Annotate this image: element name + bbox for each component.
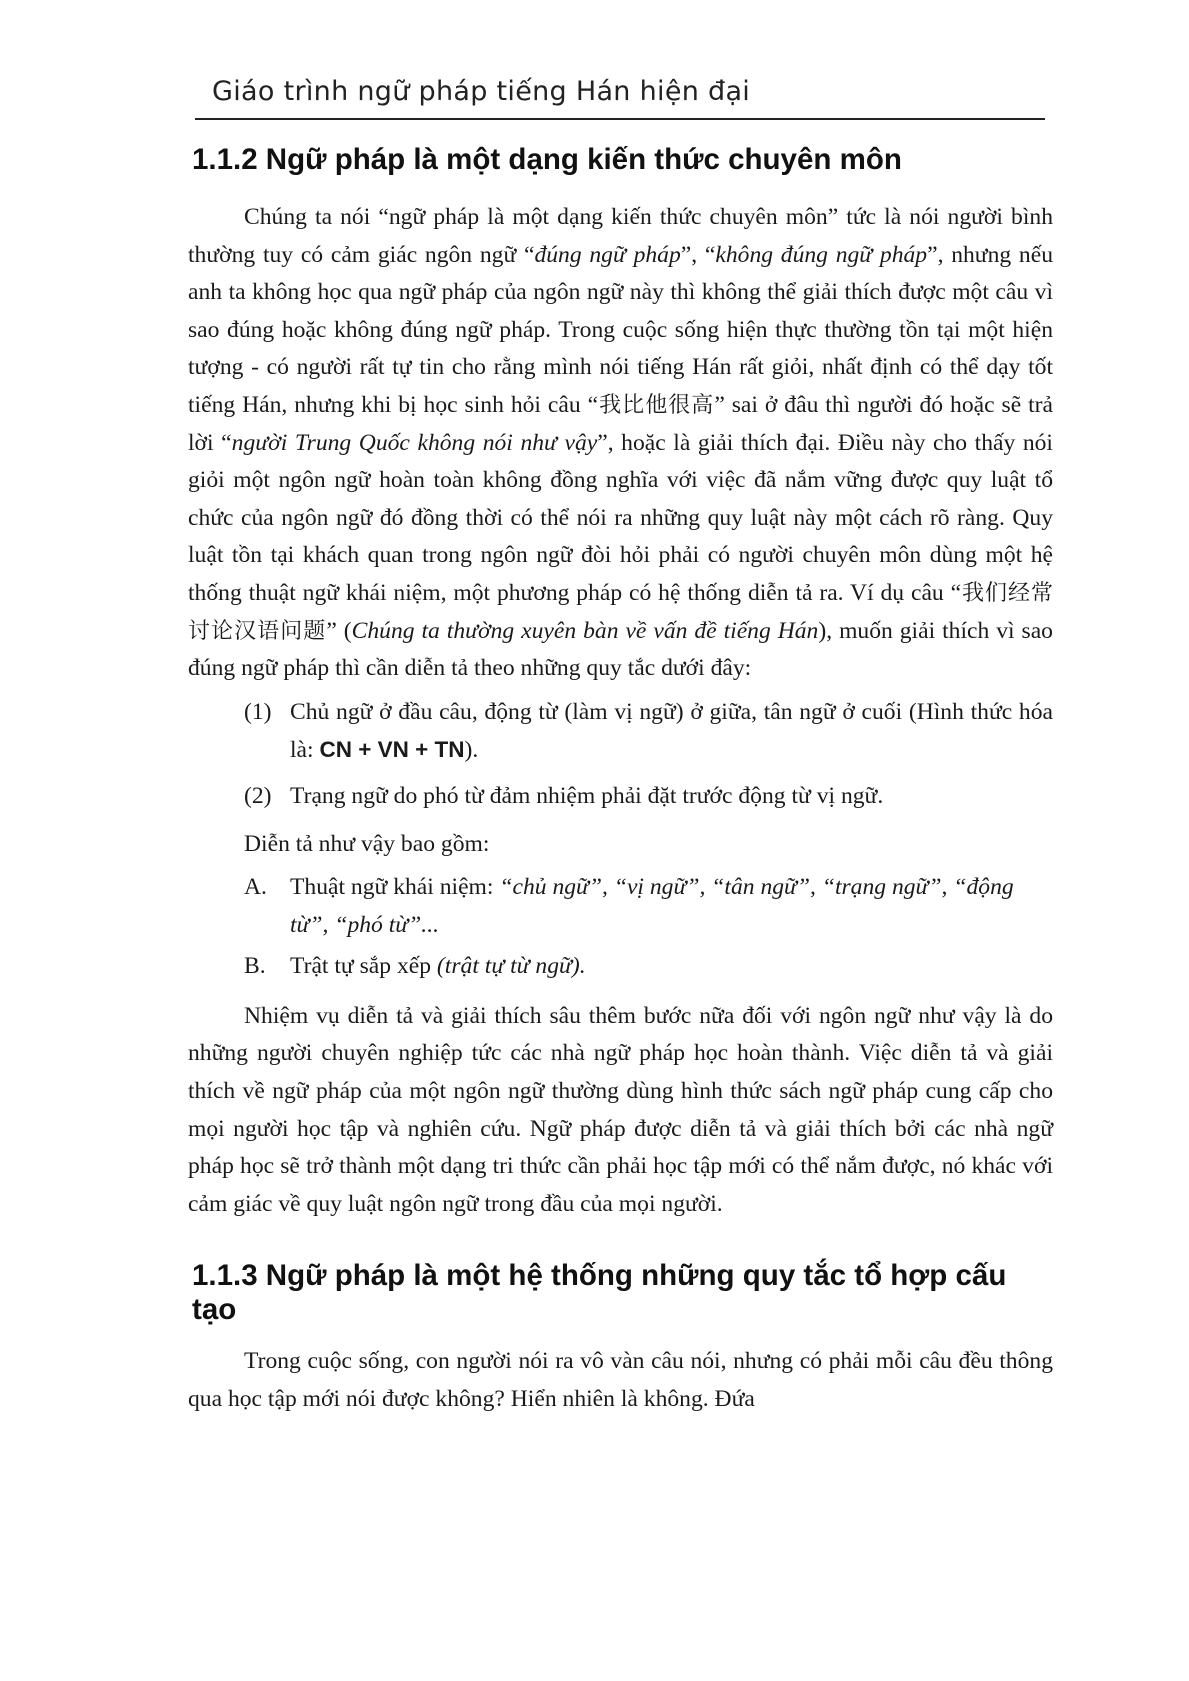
italic-run: người Trung Quốc không nói như vậy: [231, 429, 598, 456]
italic-run: “chủ ngữ”, “vị ngữ”, “tân ngữ”, “trạng ngữ”, “động từ”, “phó từ”...: [290, 874, 1014, 938]
text-run: ), muốn giải thích vì sao đúng ngữ pháp thì cần diễn tả theo những quy tắc dưới đây:: [188, 617, 1053, 682]
text-run: ”, nhưng nếu anh ta không học qua ngữ pháp của ngôn ngữ này thì không thể giải thích được một câu vì sao đúng hoặc không đúng ngữ pháp. Trong cuộc sống hiện thực thường tồn tại một hiện tượng - có người rất tự tin cho rằng mình nói tiếng Hán rất giỏi, nhất định có thể dạy tốt tiếng Hán, nhưng khi bị học sinh hỏi câu “: [188, 241, 1053, 418]
header-rule: [195, 118, 1045, 120]
paragraph-intro: [188, 199, 1053, 688]
rule-number: (1): [244, 698, 272, 725]
item-text: [290, 869, 1053, 944]
italic-run: đúng ngữ pháp: [534, 241, 681, 268]
rule-text: [290, 694, 1053, 770]
item-text: [290, 948, 1053, 986]
rule-list: [244, 694, 1053, 816]
section-heading-1-1-2: 1.1.2 Ngữ pháp là một dạng kiến thức chuyên môn: [192, 143, 902, 176]
text-run: ” sai ở đâu thì người đó hoặc sẽ trả lời “: [188, 391, 1053, 456]
italic-run: (trật tự từ ngữ).: [436, 953, 586, 980]
paragraph-grammarians: Nhiệm vụ diễn tả và giải thích sâu thêm bước nữa đối với ngôn ngữ như vậy là do những người chuyên nghiệp tức các nhà ngữ pháp học hoàn thành. Việc diễn tả và giải thích về ngữ pháp của một ngôn ngữ thường dùng hình thức sách ngữ pháp cung cấp cho mọi người học tập và nghiên cứu. Ngữ pháp được diễn tả và giải thích bởi các nhà ngữ pháp học sẽ trở thành một dạng tri thức cần phải học tập mới có thể nắm được, nó khác với cảm giác về quy luật ngôn ngữ trong đầu của mọi người.: [188, 1002, 1053, 1217]
rule-item: [244, 694, 1053, 770]
italic-run: Chúng ta thường xuyên bàn về vấn đề tiếng Hán: [351, 617, 819, 644]
paragraph-1-1-3: Trong cuộc sống, con người nói ra vô vàn câu nói, nhưng có phải mỗi câu đều thông qua học tập mới nói được không? Hiển nhiên là không. Đứa: [188, 1348, 1053, 1413]
list-item: [244, 948, 1053, 986]
rule-number: (2): [244, 782, 272, 809]
chinese-example-1: 我比他很高: [598, 392, 715, 418]
text-run: Thuật ngữ khái niệm:: [290, 874, 500, 901]
list-item: [244, 869, 1053, 944]
text-run: Chúng ta nói “ngữ pháp là một dạng kiến thức chuyên môn” tức là nói người bình thường tuy có cảm giác ngôn ngữ “: [188, 204, 1053, 268]
rule-text: Trạng ngữ do phó từ đảm nhiệm phải đặt trước động từ vị ngữ.: [290, 782, 884, 809]
item-letter: B.: [244, 953, 266, 980]
chinese-example-2: 我们经常讨论汉语问题: [188, 580, 1053, 644]
text-run: ”, hoặc là giải thích đại. Điều này cho thấy nói giỏi một ngôn ngữ hoàn toàn không đồng nghĩa với việc đã nắm vững được quy luật tổ chức của ngôn ngữ đó đồng thời có thể nói ra những quy luật này một cách rõ ràng. Quy luật tồn tại khách quan trong ngôn ngữ đòi hỏi phải có người chuyên môn dùng một hệ thống thuật ngữ khái niệm, một phương pháp có hệ thống diễn tả ra. Ví dụ câu “: [188, 429, 1053, 606]
text-run: Chủ ngữ ở đầu câu, động từ (làm vị ngữ) ở giữa, tân ngữ ở cuối (Hình thức hóa là:: [290, 698, 1053, 764]
text-run: ”, “: [680, 241, 716, 268]
rule-item: [244, 778, 1053, 816]
text-run: ).: [464, 737, 479, 764]
text-run: Trật tự sắp xếp: [290, 953, 437, 980]
text-run: ” (: [326, 617, 352, 644]
item-letter: A.: [244, 874, 267, 901]
italic-run: không đúng ngữ pháp: [715, 241, 928, 268]
formula: CN + VN + TN: [319, 737, 465, 763]
includes-label: Diễn tả như vậy bao gồm:: [244, 830, 490, 857]
lettered-list: [244, 869, 1053, 986]
running-header: Giáo trình ngữ pháp tiếng Hán hiện đại: [212, 76, 751, 107]
page-body: [188, 135, 1053, 1419]
section-heading-1-1-3: 1.1.3 Ngữ pháp là một hệ thống những quy tắc tổ hợp cấu tạo: [192, 1259, 1007, 1327]
